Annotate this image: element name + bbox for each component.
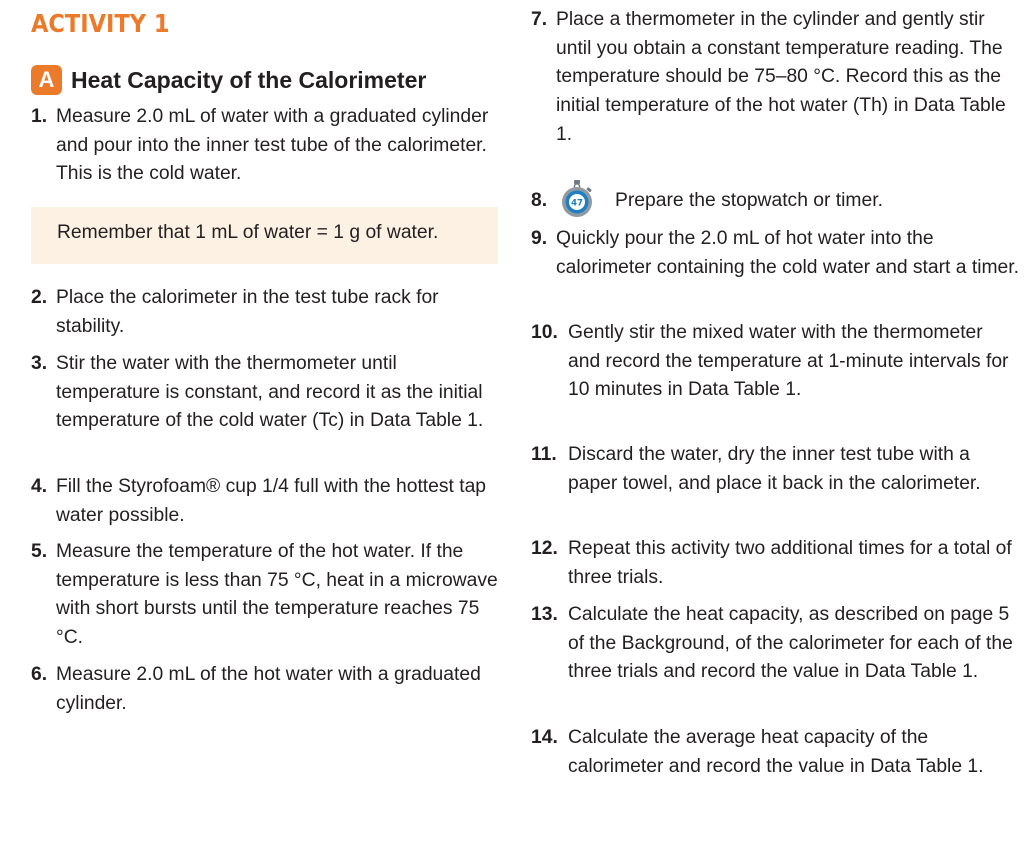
step-text: Measure 2.0 mL of water with a graduated cylinder and pour into the inner test tube of the calorimeter. This is the cold water. — [56, 106, 489, 185]
step-number: 5. — [31, 541, 48, 562]
step-5 — [31, 538, 501, 653]
activity-title: ACTIVITY 1 — [31, 9, 170, 38]
step-number: 13. — [531, 604, 558, 625]
step-number: 2. — [31, 287, 48, 308]
step-text: Place a thermometer in the cylinder and gently stir until you obtain a constant temperature reading. The temperature should be 75–80 °C. Record this as the initial temperature of the hot water (Th) in Data Table 1. — [556, 9, 1006, 145]
step-text: Discard the water, dry the inner test tube with a paper towel, and place it back in the calorimeter. — [568, 444, 981, 494]
section-heading — [31, 65, 426, 95]
step-number: 9. — [531, 228, 548, 249]
step-3 — [31, 350, 501, 436]
step-number: 3. — [31, 353, 48, 374]
step-number: 8. — [531, 190, 548, 211]
step-number: 4. — [31, 476, 48, 497]
step-number: 7. — [531, 9, 548, 30]
step-text: Gently stir the mixed water with the thermometer and record the temperature at 1-minute intervals for 10 minutes in Data Table 1. — [568, 322, 1009, 401]
section-title: Heat Capacity of the Calorimeter — [71, 66, 427, 93]
step-text: Fill the Styrofoam® cup 1/4 full with the hottest tap water possible. — [56, 476, 487, 526]
step-text: Stir the water with the thermometer until temperature is constant, and record it as the initial temperature of the cold water (Tc) in Data Table 1. — [56, 353, 484, 432]
step-text: Prepare the stopwatch or timer. — [615, 190, 883, 211]
step-number: 6. — [31, 664, 48, 685]
step-8 — [531, 187, 1019, 216]
step-text: Calculate the heat capacity, as described on page 5 of the Background, of the calorimeter for each of the three trials and record the value in Data Table 1. — [568, 604, 1013, 683]
step-text: Place the calorimeter in the test tube rack for stability. — [56, 287, 439, 337]
step-7 — [531, 6, 1019, 150]
stopwatch-label: 47 — [571, 198, 583, 209]
step-text: Repeat this activity two additional times for a total of three trials. — [568, 538, 1012, 588]
step-number: 10. — [531, 322, 558, 343]
step-number: 1. — [31, 106, 48, 127]
step-12 — [531, 535, 1019, 592]
step-text: Measure 2.0 mL of the hot water with a graduated cylinder. — [56, 664, 481, 714]
note-text: Remember that 1 mL of water = 1 g of water. — [57, 222, 439, 243]
stopwatch-icon — [557, 179, 597, 219]
step-text: Measure the temperature of the hot water. If the temperature is less than 75 °C, heat in a microwave with short bursts until the temperature reaches 75 °C. — [56, 541, 498, 649]
step-number: 11. — [531, 444, 557, 465]
step-10 — [531, 319, 1019, 405]
step-4 — [31, 473, 501, 530]
section-badge: A — [31, 65, 62, 95]
step-1 — [31, 103, 501, 189]
step-text: Quickly pour the 2.0 mL of hot water into the calorimeter containing the cold water and start a timer. — [556, 228, 1019, 278]
step-11 — [531, 441, 1019, 498]
step-text: Calculate the average heat capacity of the calorimeter and record the value in Data Table 1. — [568, 727, 984, 777]
step-13 — [531, 601, 1019, 687]
note-box — [31, 207, 498, 264]
step-number: 12. — [531, 538, 558, 559]
step-2 — [31, 284, 501, 341]
step-9 — [531, 225, 1019, 282]
step-number: 14. — [531, 727, 558, 748]
step-14 — [531, 724, 1019, 781]
step-6 — [31, 661, 501, 718]
